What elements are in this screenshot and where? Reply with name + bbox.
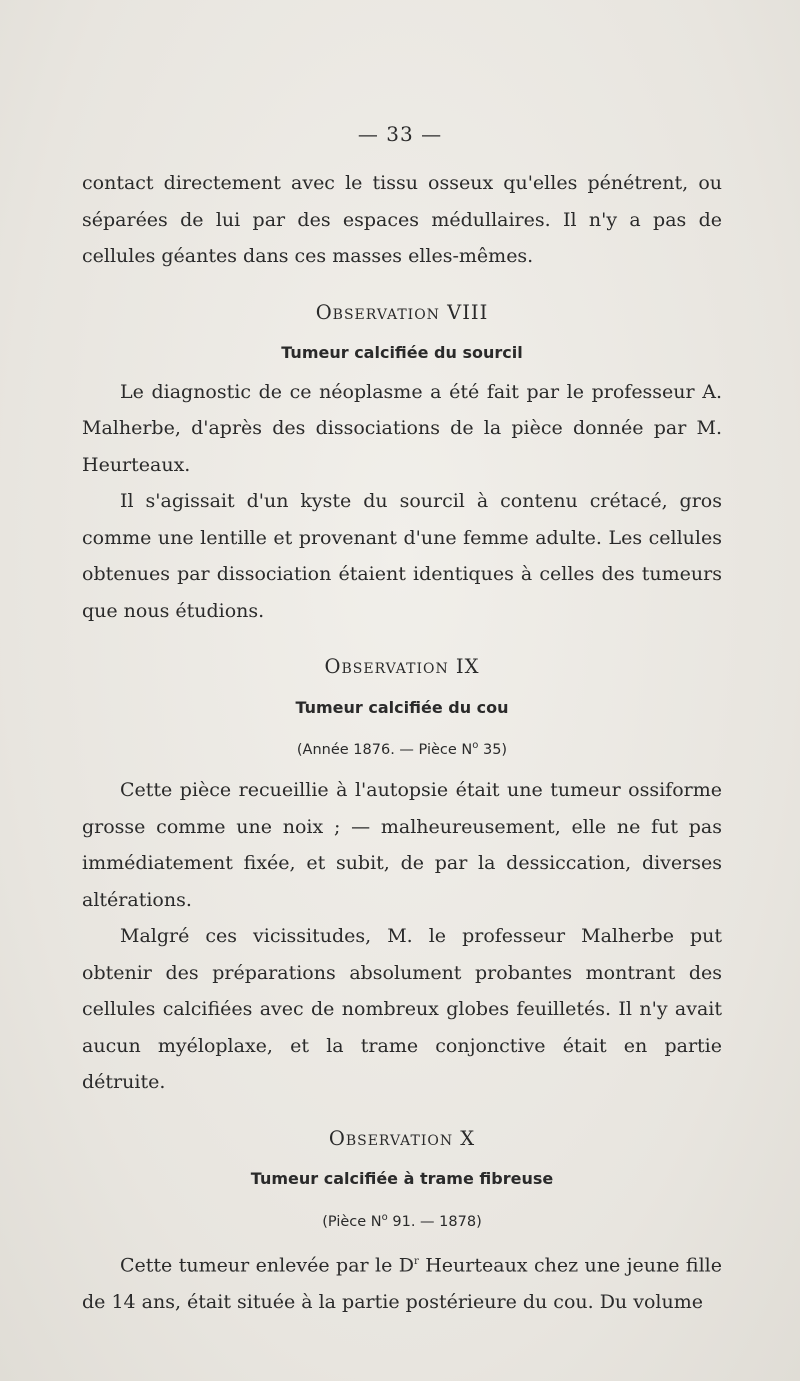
observation-10-subtitle: Tumeur calcifiée à trame fibreuse xyxy=(250,1169,554,1189)
observation-9-title: Observation IX xyxy=(324,655,480,678)
observation-9-reference xyxy=(82,728,722,768)
observation-10-title: Observation X xyxy=(328,1126,476,1150)
intro-paragraph: contact directement avec le tissu osseux qu'elles pénétrent, ou séparées de lui par des espaces médullaires. Il n'y a pas de cellules géantes dans ces masses elles-mêmes. xyxy=(82,172,722,267)
observation-9-reference-b: 35) xyxy=(478,741,508,758)
observation-8-paragraph-1: Le diagnostic de ce néoplasme a été fait par le professeur A. Malherbe, d'après des dissociations de la pièce donnée par M. Heurteaux. xyxy=(82,380,722,476)
observation-9-paragraph-2: Malgré ces vicissitudes, M. le professeur Malherbe put obtenir des préparations absolument probantes montrant des cellules calcifiées avec de nombreux globes feuilletés. Il n'y avait aucun myéloplaxe, et la trame conjonctive était en partie détruite. xyxy=(82,925,722,1094)
observation-8-paragraph-2: Il s'agissait d'un kyste du sourcil à contenu crétacé, gros comme une lentille et provenant d'une femme adulte. Les cellules obtenues par dissociation étaient identiques à celles des tumeurs que nous étudions. xyxy=(82,490,722,622)
observation-9-subtitle: Tumeur calcifiée du cou xyxy=(295,697,509,717)
observation-10-reference xyxy=(82,1200,722,1240)
observation-8-subtitle: Tumeur calcifiée du sourcil xyxy=(281,343,523,362)
observation-9-reference-sup: o xyxy=(472,740,479,751)
observation-10-paragraph-1 xyxy=(82,1244,722,1320)
observation-9-paragraph-1: Cette pièce recueillie à l'autopsie était une tumeur ossiforme grosse comme une noix ; — malheureusement, elle ne fut pas immédiatement fixée, et subit, de par la dessiccation, diverses altérations. xyxy=(82,779,722,911)
page-content xyxy=(82,165,722,1320)
observation-10-reference-b: 91. — 1878) xyxy=(387,1213,482,1230)
observation-8-title: Observation VIII xyxy=(315,300,489,324)
observation-10-paragraph-1-sup: r xyxy=(414,1256,419,1268)
observation-10-reference-sup: o xyxy=(381,1211,388,1223)
page-number: — 33 — xyxy=(357,122,443,146)
observation-10-reference-a: (Pièce N xyxy=(322,1213,382,1230)
observation-10-paragraph-1-a: Cette tumeur enlevée par le D xyxy=(120,1254,415,1277)
observation-9-reference-a: (Année 1876. — Pièce N xyxy=(296,741,473,758)
observation-10-paragraph-1-b: Heurteaux chez une jeune fille de 14 ans, était située à la partie postérieure du cou. Du volume xyxy=(82,1254,722,1313)
